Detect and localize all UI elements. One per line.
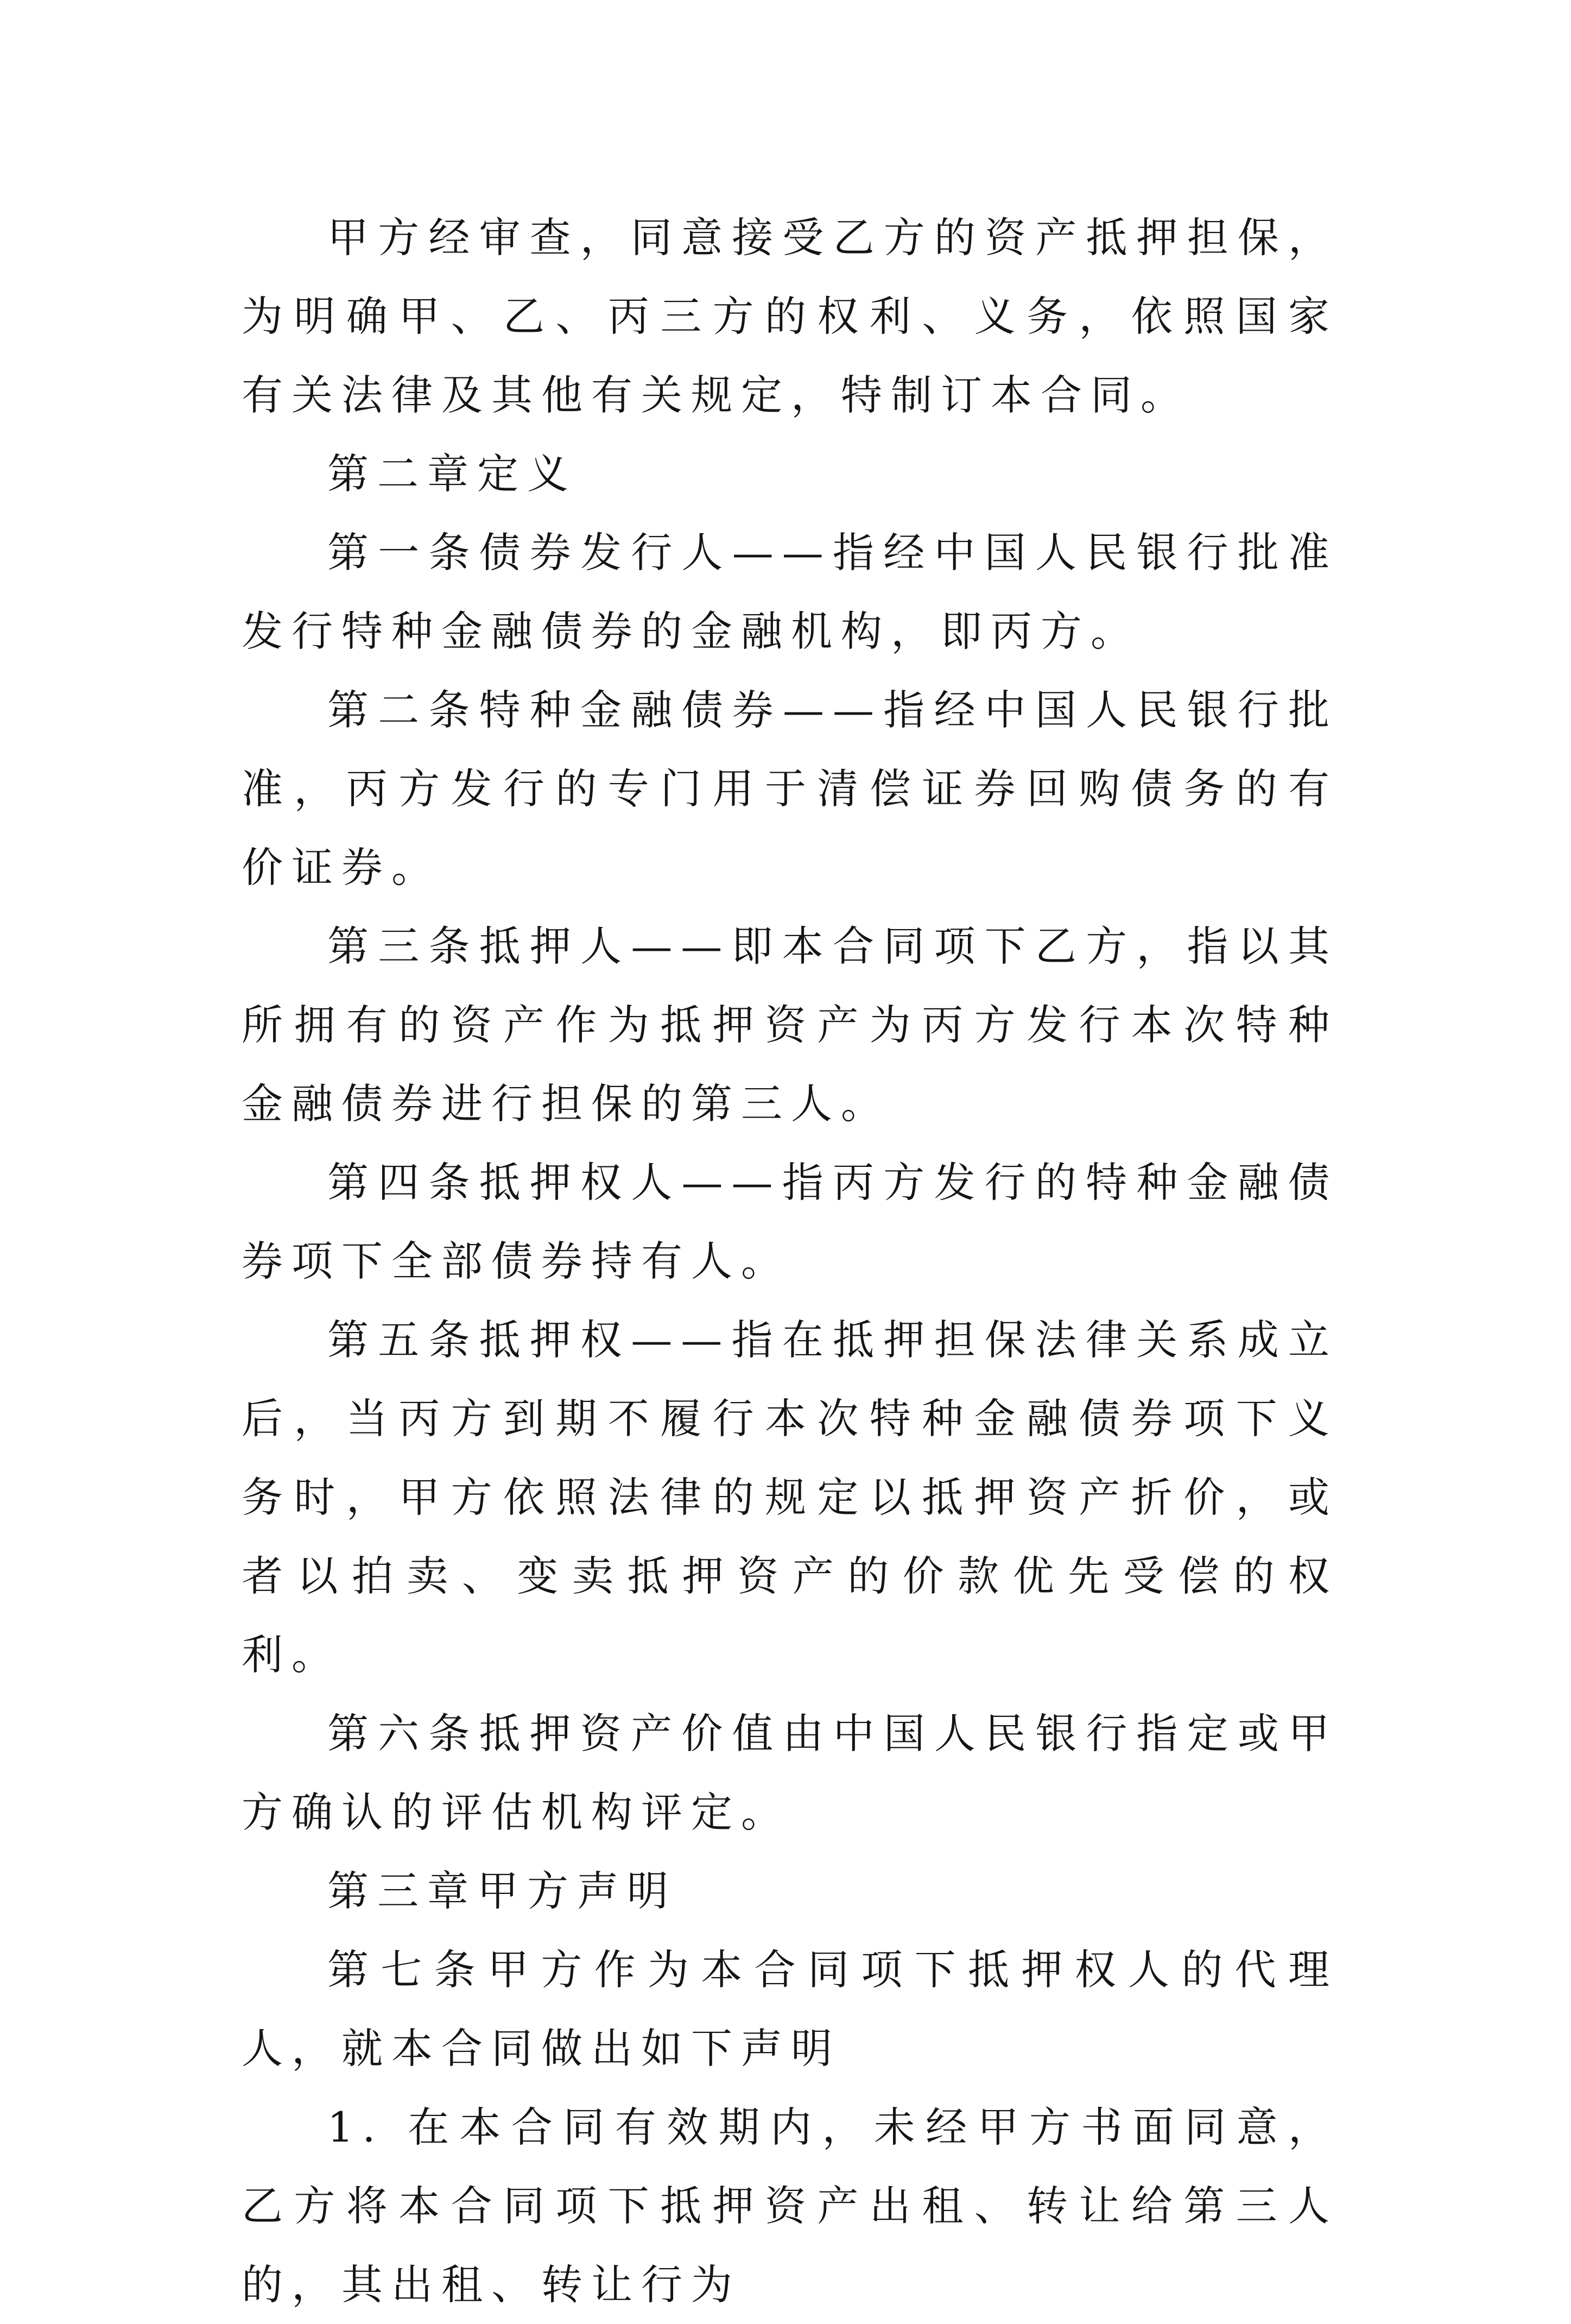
article-1-bond-issuer: 第一条债券发行人——指经中国人民银行批准发行特种金融债券的金融机构，即丙方。 xyxy=(242,528,1338,655)
article-5-mortgage-right: 第五条抵押权——指在抵押担保法律关系成立后，当丙方到期不履行本次特种金融债券项下义务时，甲方依照法律的规定以抵押资产折价，或者以拍卖、变卖抵押资产的价款优先受偿的权利。 xyxy=(242,1316,1338,1679)
paragraph-intro: 甲方经审查，同意接受乙方的资产抵押担保，为明确甲、乙、丙三方的权利、义务，依照国家有关法律及其他有关规定，特制订本合同。 xyxy=(242,213,1338,419)
article-4-mortgagee: 第四条抵押权人——指丙方发行的特种金融债券项下全部债券持有人。 xyxy=(242,1158,1338,1285)
article-7-party-a-statement: 第七条甲方作为本合同项下抵押权人的代理人，就本合同做出如下声明 xyxy=(242,1946,1338,2073)
article-6-asset-valuation: 第六条抵押资产价值由中国人民银行指定或甲方确认的评估机构评定。 xyxy=(242,1709,1338,1836)
document-body xyxy=(242,198,1338,2324)
statement-item-1: 1. 在本合同有效期内，未经甲方书面同意，乙方将本合同项下抵押资产出租、转让给第三人的，其出租、转让行为 xyxy=(242,2103,1338,2309)
article-3-mortgagor: 第三条抵押人——即本合同项下乙方，指以其所拥有的资产作为抵押资产为丙方发行本次特种金融债券进行担保的第三人。 xyxy=(242,922,1338,1128)
article-2-special-financial-bond: 第二条特种金融债券——指经中国人民银行批准，丙方发行的专门用于清偿证券回购债务的有价证券。 xyxy=(242,686,1338,892)
chapter-heading-party-a-statement: 第三章甲方声明 xyxy=(327,1867,677,1915)
chapter-heading-definitions: 第二章定义 xyxy=(327,450,577,498)
